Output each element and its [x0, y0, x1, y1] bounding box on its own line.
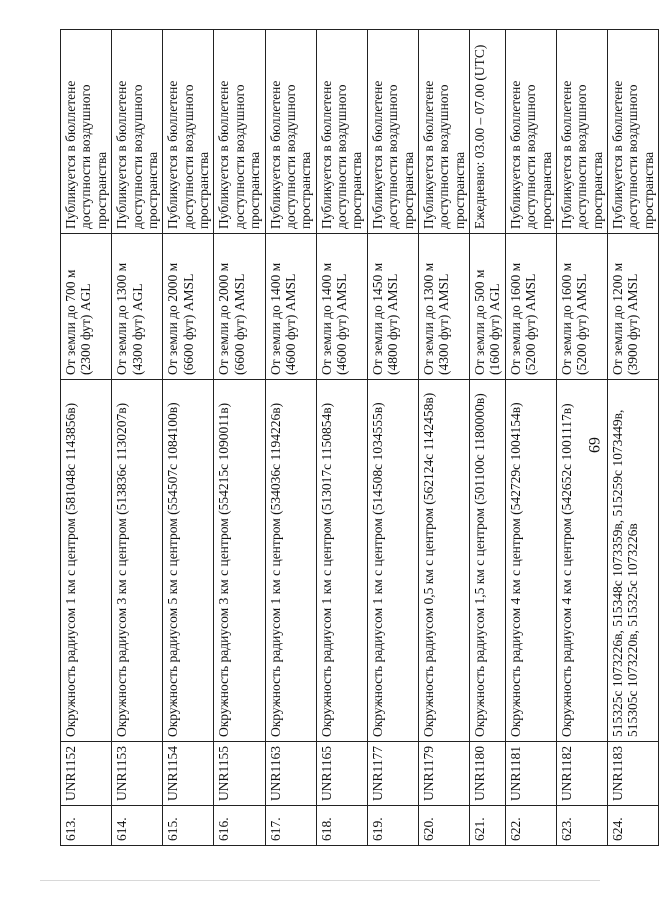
area-code: UNR1154 — [163, 742, 214, 806]
area-code: UNR1180 — [470, 742, 506, 806]
area-code: UNR1177 — [367, 742, 418, 806]
activity-time: Публикуется в бюллетене доступности воздушного пространства — [214, 30, 265, 234]
vertical-limits: От земли до 2000 м (6600 фут) AMSL — [163, 234, 214, 380]
row-number: 618. — [316, 806, 367, 846]
row-number: 619. — [367, 806, 418, 846]
vertical-limits: От земли до 1200 м (3900 фут) AMSL — [608, 234, 659, 380]
area-description: Окружность радиусом 0,5 км с центром (562124с 1142458в) — [418, 380, 469, 742]
activity-time: Публикуется в бюллетене доступности воздушного пространства — [112, 30, 163, 234]
area-code: UNR1155 — [214, 742, 265, 806]
row-number: 620. — [418, 806, 469, 846]
table-row — [418, 30, 469, 846]
activity-time: Публикуется в бюллетене доступности воздушного пространства — [418, 30, 469, 234]
area-description: Окружность радиусом 3 км с центром (513836с 1130207в) — [112, 380, 163, 742]
row-number: 623. — [556, 806, 607, 846]
scan-edge-line — [40, 880, 600, 881]
activity-time: Публикуется в бюллетене доступности воздушного пространства — [265, 30, 316, 234]
row-number: 621. — [470, 806, 506, 846]
area-code: UNR1179 — [418, 742, 469, 806]
area-description: Окружность радиусом 4 км с центром (542729с 1004154в) — [505, 380, 556, 742]
area-description: Окружность радиусом 5 км с центром (554507с 1084100в) — [163, 380, 214, 742]
activity-time: Публикуется в бюллетене доступности воздушного пространства — [61, 30, 112, 234]
table-row — [163, 30, 214, 846]
vertical-limits: От земли до 500 м (1600 фут) AGL — [470, 234, 506, 380]
area-description: Окружность радиусом 1 км с центром (513017с 1150854в) — [316, 380, 367, 742]
row-number: 615. — [163, 806, 214, 846]
activity-time: Публикуется в бюллетене доступности воздушного пространства — [608, 30, 659, 234]
activity-time: Публикуется в бюллетене доступности воздушного пространства — [316, 30, 367, 234]
table-row — [505, 30, 556, 846]
table-row — [112, 30, 163, 846]
area-code: UNR1165 — [316, 742, 367, 806]
area-code: UNR1181 — [505, 742, 556, 806]
area-code: UNR1183 — [608, 742, 659, 806]
activity-time: Публикуется в бюллетене доступности воздушного пространства — [505, 30, 556, 234]
vertical-limits: От земли до 1400 м (4600 фут) AMSL — [265, 234, 316, 380]
activity-time: Публикуется в бюллетене доступности воздушного пространства — [163, 30, 214, 234]
table-row — [316, 30, 367, 846]
area-code: UNR1153 — [112, 742, 163, 806]
row-number: 616. — [214, 806, 265, 846]
vertical-limits: От земли до 1600 м (5200 фут) AMSL — [505, 234, 556, 380]
area-description: Окружность радиусом 1,5 км с центром (501100с 1180000в) — [470, 380, 506, 742]
table-row — [470, 30, 506, 846]
vertical-limits: От земли до 1400 м (4600 фут) AMSL — [316, 234, 367, 380]
area-code: UNR1182 — [556, 742, 607, 806]
restricted-areas-table — [60, 29, 659, 846]
area-description: Окружность радиусом 1 км с центром (581048с 1143856в) — [61, 380, 112, 742]
vertical-limits: От земли до 1600 м (5200 фут) AMSL — [556, 234, 607, 380]
area-description: Окружность радиусом 1 км с центром (514508с 1034555в) — [367, 380, 418, 742]
area-description: Окружность радиусом 4 км с центром (542652с 1001117в) — [556, 380, 607, 742]
vertical-limits: От земли до 1450 м (4800 фут) AMSL — [367, 234, 418, 380]
table-row — [367, 30, 418, 846]
vertical-limits: От земли до 700 м (2300 фут) AGL — [61, 234, 112, 380]
area-code: UNR1152 — [61, 742, 112, 806]
activity-time: Публикуется в бюллетене доступности воздушного пространства — [367, 30, 418, 234]
area-code: UNR1163 — [265, 742, 316, 806]
table-row — [608, 30, 659, 846]
area-description: Окружность радиусом 1 км с центром (534036с 1194226в) — [265, 380, 316, 742]
table-row — [265, 30, 316, 846]
vertical-limits: От земли до 1300 м (4300 фут) AMSL — [418, 234, 469, 380]
area-description: 515325с 1073226в, 515348с 1073359в, 515259с 1073449в, 515305с 1073220в, 515325с 1073226в — [608, 380, 659, 742]
table-row — [61, 30, 112, 846]
row-number: 622. — [505, 806, 556, 846]
vertical-limits: От земли до 2000 м (6600 фут) AMSL — [214, 234, 265, 380]
row-number: 613. — [61, 806, 112, 846]
area-description: Окружность радиусом 3 км с центром (554215с 1090011в) — [214, 380, 265, 742]
row-number: 624. — [608, 806, 659, 846]
table-row — [556, 30, 607, 846]
row-number: 617. — [265, 806, 316, 846]
vertical-limits: От земли до 1300 м (4300 фут) AGL — [112, 234, 163, 380]
activity-time: Ежедневно: 03.00 – 07.00 (UTC) — [470, 30, 506, 234]
page-number: 69 — [585, 437, 602, 453]
row-number: 614. — [112, 806, 163, 846]
table-row — [214, 30, 265, 846]
activity-time: Публикуется в бюллетене доступности воздушного пространства — [556, 30, 607, 234]
